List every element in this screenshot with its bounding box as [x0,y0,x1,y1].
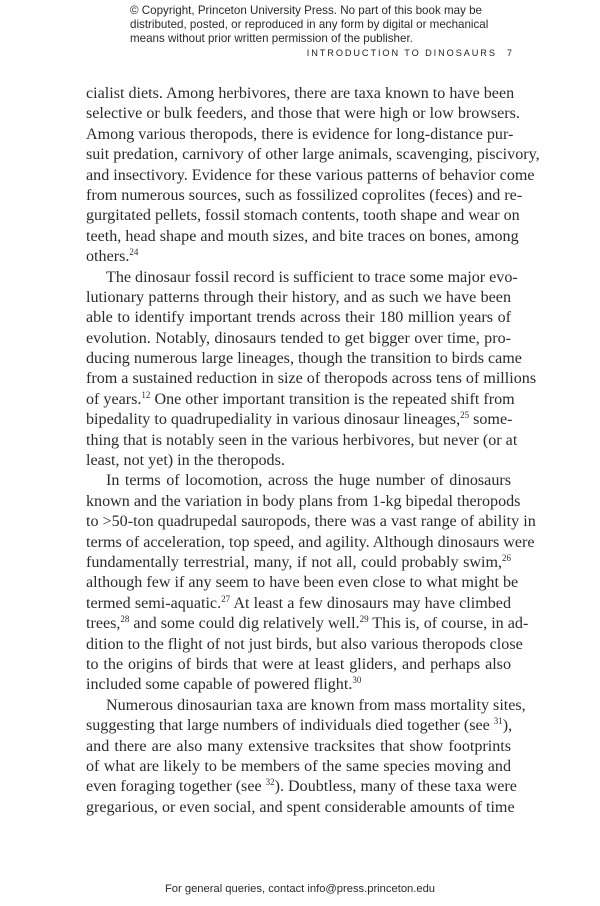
copyright-line: © Copyright, Princeton University Press. No part of this book may be [130,4,482,17]
line-text: bipedality to quadrupediality in various dinosaur lineages, [86,411,461,429]
line-text: others. [86,248,130,266]
text-line [86,329,511,349]
line-text: ). Doubtless, many of these taxa were [274,778,517,796]
text-line [86,166,535,186]
line-text: teeth, head shape and mouth sizes, and bite traces on bones, among [86,227,519,245]
text-line [86,186,523,206]
paragraph [86,84,540,268]
text-line [86,533,535,553]
paragraph [86,471,536,695]
footnote-reference[interactable]: 26 [502,552,511,563]
line-text: Among various theropods, there is evidence for long-distance pur- [86,125,514,143]
footnote-reference[interactable]: 32 [265,777,275,788]
text-line [86,288,511,308]
chapter-title: INTRODUCTION TO DINOSAURS [306,48,497,58]
text-line [86,410,511,430]
line-text: suggesting that large numbers of individuals died together (see [86,717,494,735]
line-text: and insectivory. Evidence for these various patterns of behavior come [86,166,535,184]
line-text: and some could dig relatively well. [129,615,360,633]
footer-contact: For general queries, contact info@press.princeton.edu [164,883,436,895]
copyright-line: distributed, posted, or reproduced in any form by digital or mechanical [130,18,489,32]
text-line [86,798,515,818]
paragraph [86,268,537,472]
body-text [86,84,540,818]
text-line [86,84,515,104]
footnote-reference[interactable]: 29 [359,614,369,625]
line-text: gurgitated pellets, fossil stomach contents, tooth shape and wear on [86,207,520,225]
text-line [86,349,522,369]
text-line [86,553,511,573]
text-line [86,594,511,614]
line-text: terms of acceleration, top speed, and agility. Although dinosaurs were [86,533,535,551]
text-line [86,389,515,410]
paragraph [86,696,526,818]
footnote-reference[interactable]: 28 [120,614,130,625]
line-text: Numerous dinosaurian taxa are known from mass mortality sites, [106,696,526,714]
text-line [86,716,511,736]
copyright-line: means without prior written permission of the publisher. [130,32,413,46]
line-text: to >50-ton quadrupedal sauropods, there was a vast range of ability in [86,513,536,531]
line-text: dition to the flight of not just birds, but also various theropods close [86,635,523,653]
line-text: least, not yet) in the theropods. [86,452,285,470]
line-text: fundamentally terrestrial, many, if not all, could probably swim, [86,553,502,571]
line-text: selective or bulk feeders, and those that were high or low browsers. [86,105,520,123]
footnote-reference[interactable]: 12 [141,389,151,400]
text-line [86,655,511,675]
text-line [86,431,518,451]
line-text: some- [469,411,513,429]
line-text: gregarious, or even social, and spent considerable amounts of time [86,798,515,816]
line-text: even foraging together (see [86,778,266,796]
line-text: One other important transition is the repeated shift from [150,390,515,408]
text-line [86,369,537,389]
running-head [307,48,512,58]
text-line [86,675,511,695]
line-text: to the origins of birds that were at least gliders, and perhaps also [86,655,511,673]
text-line [86,227,519,247]
line-text: included some capable of powered flight. [86,676,353,694]
line-text: At least a few dinosaurs may have climbed [230,594,511,612]
line-text: and there are also many extensive tracksites that show footprints [86,737,511,755]
line-text: of years. [86,390,142,408]
text-line [86,614,529,634]
line-text: evolution. Notably, dinosaurs tended to get bigger over time, pro- [86,329,511,347]
line-text: from numerous sources, such as fossilized coprolites (feces) and re- [86,186,523,204]
text-line [86,308,511,328]
footnote-reference[interactable]: 27 [221,593,231,604]
text-line [86,573,519,593]
text-line [86,492,521,512]
text-line [86,247,511,267]
text-line [86,206,520,226]
line-text: although few if any seem to have been even close to what might be [86,574,519,592]
line-text: thing that is notably seen in the various herbivores, but never (or at [86,431,518,449]
line-text: This is, of course, in ad- [368,615,529,633]
copyright-notice [130,4,510,47]
line-text: ducing numerous large lineages, though the transition to birds came [86,350,522,368]
line-text: cialist diets. Among herbivores, there are taxa known to have been [86,85,515,102]
line-text: lutionary patterns through their history, and as such we have been [86,288,511,306]
text-line [86,512,536,532]
text-line [86,471,511,491]
line-text: The dinosaur fossil record is sufficient to trace some major evo- [106,268,518,286]
text-line [86,268,518,288]
line-text: suit predation, carnivory of other large animals, scavenging, piscivory, [86,146,540,164]
line-text: known and the variation in body plans from 1-kg bipedal theropods [86,492,521,510]
text-line [86,451,511,471]
line-text: of what are likely to be members of the same species moving and [86,757,511,775]
line-text: able to identify important trends across their 180 million years of [86,309,511,327]
footnote-reference[interactable]: 31 [493,716,503,727]
footnote-reference[interactable]: 25 [460,410,470,421]
line-text: ), [502,717,513,735]
text-line [86,757,511,777]
footnote-reference[interactable]: 30 [352,675,362,686]
text-line [86,737,511,757]
text-line [86,696,526,716]
line-text: termed semi-aquatic. [86,594,222,612]
line-text: from a sustained reduction in size of theropods across tens of millions [86,370,537,388]
text-line [86,145,540,165]
text-line [86,635,523,655]
text-line [86,125,514,145]
page-number: 7 [506,48,512,58]
text-line [86,777,517,797]
line-text: trees, [86,615,121,633]
text-line [86,104,520,124]
line-text: In terms of locomotion, across the huge number of dinosaurs [106,472,511,490]
footnote-reference[interactable]: 24 [129,247,139,258]
